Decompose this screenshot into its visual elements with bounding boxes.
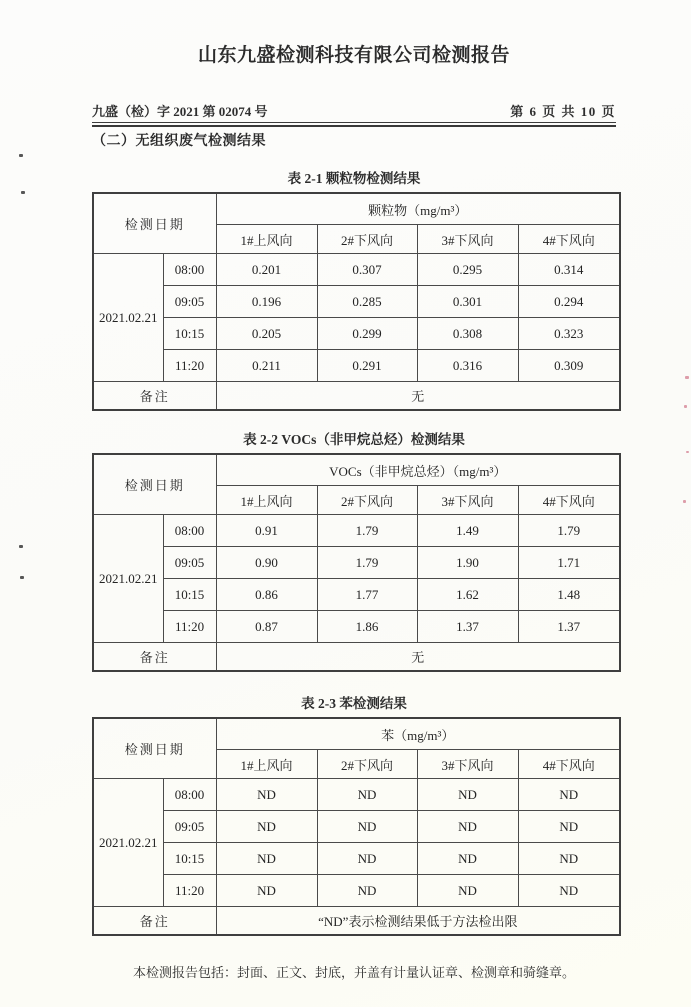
remark-label: 备注: [93, 907, 216, 936]
value-cell: 0.291: [317, 350, 417, 382]
time-cell: 08:00: [163, 779, 216, 811]
date-col-header: 检测日期: [93, 193, 216, 254]
value-cell: ND: [216, 843, 317, 875]
time-cell: 10:15: [163, 318, 216, 350]
scan-speck: [19, 154, 23, 157]
value-cell: ND: [317, 843, 417, 875]
table-title: 表 2-1 颗粒物检测结果: [287, 171, 421, 186]
section-title: （二）无组织废气检测结果: [92, 134, 266, 149]
value-cell: 0.211: [216, 350, 317, 382]
value-cell: 1.79: [518, 515, 620, 547]
column-header: 3#下风向: [417, 486, 518, 515]
table-row: [93, 350, 620, 382]
value-cell: 0.299: [317, 318, 417, 350]
results-table: [92, 717, 621, 936]
date-cell: 2021.02.21: [93, 254, 163, 382]
time-cell: 11:20: [163, 875, 216, 907]
value-cell: 1.79: [317, 515, 417, 547]
value-cell: 0.307: [317, 254, 417, 286]
value-cell: 0.308: [417, 318, 518, 350]
time-cell: 08:00: [163, 254, 216, 286]
report-ref-number: 九盛（检）字 2021 第 02074 号: [92, 104, 268, 119]
value-cell: 0.314: [518, 254, 620, 286]
value-cell: 1.90: [417, 547, 518, 579]
value-cell: ND: [417, 875, 518, 907]
value-cell: 0.90: [216, 547, 317, 579]
table-row: [93, 318, 620, 350]
value-cell: ND: [518, 875, 620, 907]
value-cell: 0.205: [216, 318, 317, 350]
column-header: 4#下风向: [518, 750, 620, 779]
table-row: [93, 811, 620, 843]
value-cell: ND: [216, 779, 317, 811]
table-row: [93, 286, 620, 318]
table-row: [93, 547, 620, 579]
group-header: VOCs（非甲烷总烃）（mg/m³）: [216, 454, 620, 486]
column-header: 1#上风向: [216, 486, 317, 515]
column-header: 1#上风向: [216, 225, 317, 254]
remark-label: 备注: [93, 643, 216, 672]
report-footer-note: 本检测报告包括：封面、正文、封底，并盖有计量认证章、检测章和骑缝章。: [132, 965, 575, 980]
table-row: [93, 843, 620, 875]
value-cell: ND: [417, 843, 518, 875]
value-cell: 0.309: [518, 350, 620, 382]
report-header-line: [92, 104, 616, 120]
column-header: 4#下风向: [518, 225, 620, 254]
time-cell: 11:20: [163, 611, 216, 643]
time-cell: 09:05: [163, 811, 216, 843]
value-cell: 0.295: [417, 254, 518, 286]
table-row: [93, 611, 620, 643]
value-cell: 0.91: [216, 515, 317, 547]
date-cell: 2021.02.21: [93, 779, 163, 907]
column-header: 3#下风向: [417, 750, 518, 779]
value-cell: ND: [417, 779, 518, 811]
seal-edge-mark: [685, 376, 689, 379]
date-cell: 2021.02.21: [93, 515, 163, 643]
value-cell: 1.77: [317, 579, 417, 611]
value-cell: ND: [317, 779, 417, 811]
scan-speck: [20, 576, 24, 579]
date-col-header: 检测日期: [93, 454, 216, 515]
value-cell: 1.49: [417, 515, 518, 547]
value-cell: 0.86: [216, 579, 317, 611]
column-header: 2#下风向: [317, 225, 417, 254]
value-cell: 0.285: [317, 286, 417, 318]
value-cell: ND: [518, 779, 620, 811]
value-cell: ND: [216, 811, 317, 843]
value-cell: ND: [317, 811, 417, 843]
report-content: [92, 0, 616, 981]
seal-edge-mark: [684, 405, 687, 408]
value-cell: ND: [216, 875, 317, 907]
remark-value: 无: [216, 382, 620, 411]
remark-label: 备注: [93, 382, 216, 411]
column-header: 4#下风向: [518, 486, 620, 515]
value-cell: ND: [317, 875, 417, 907]
table-title: 表 2-3 苯检测结果: [301, 696, 407, 711]
results-table: [92, 192, 621, 411]
column-header: 3#下风向: [417, 225, 518, 254]
scan-speck: [19, 545, 23, 548]
report-title: 山东九盛检测科技有限公司检测报告: [197, 45, 510, 66]
value-cell: 0.201: [216, 254, 317, 286]
value-cell: ND: [518, 843, 620, 875]
group-header: 颗粒物（mg/m³）: [216, 193, 620, 225]
value-cell: 0.323: [518, 318, 620, 350]
value-cell: 1.48: [518, 579, 620, 611]
remark-value: “ND”表示检测结果低于方法检出限: [216, 907, 620, 936]
value-cell: 1.71: [518, 547, 620, 579]
time-cell: 09:05: [163, 547, 216, 579]
table-row: [93, 515, 620, 547]
value-cell: 1.86: [317, 611, 417, 643]
table-block: [92, 432, 616, 672]
table-block: [92, 696, 616, 936]
table-row: [93, 579, 620, 611]
value-cell: ND: [518, 811, 620, 843]
value-cell: 1.37: [518, 611, 620, 643]
time-cell: 09:05: [163, 286, 216, 318]
value-cell: 1.79: [317, 547, 417, 579]
value-cell: 0.196: [216, 286, 317, 318]
value-cell: 0.316: [417, 350, 518, 382]
column-header: 2#下风向: [317, 486, 417, 515]
seal-edge-mark: [686, 451, 689, 453]
value-cell: 1.37: [417, 611, 518, 643]
value-cell: 0.87: [216, 611, 317, 643]
page-number-info: 第 6 页 共 10 页: [510, 104, 616, 119]
table-title: 表 2-2 VOCs（非甲烷总烃）检测结果: [243, 432, 465, 447]
value-cell: ND: [417, 811, 518, 843]
table-block: [92, 171, 616, 411]
seal-edge-mark: [683, 500, 686, 503]
table-row: [93, 875, 620, 907]
remark-value: 无: [216, 643, 620, 672]
results-table: [92, 453, 621, 672]
time-cell: 08:00: [163, 515, 216, 547]
value-cell: 0.294: [518, 286, 620, 318]
header-rule: [92, 122, 616, 127]
value-cell: 1.62: [417, 579, 518, 611]
date-col-header: 检测日期: [93, 718, 216, 779]
time-cell: 10:15: [163, 579, 216, 611]
group-header: 苯（mg/m³）: [216, 718, 620, 750]
table-row: [93, 779, 620, 811]
time-cell: 10:15: [163, 843, 216, 875]
table-row: [93, 254, 620, 286]
value-cell: 0.301: [417, 286, 518, 318]
time-cell: 11:20: [163, 350, 216, 382]
scan-speck: [21, 191, 25, 194]
tables-container: [92, 171, 616, 936]
column-header: 2#下风向: [317, 750, 417, 779]
column-header: 1#上风向: [216, 750, 317, 779]
